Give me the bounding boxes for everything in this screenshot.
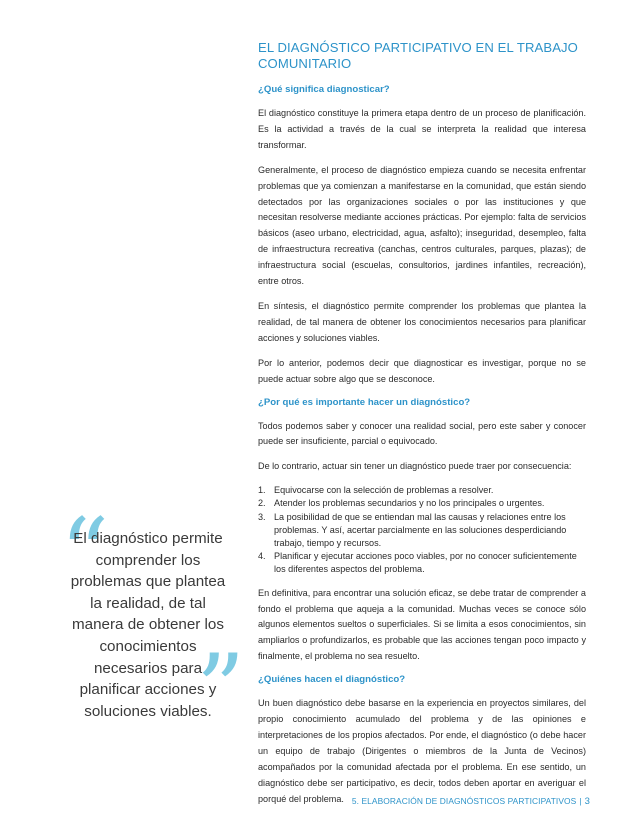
chapter-label: 5. ELABORACIÓN DE DIAGNÓSTICOS PARTICIPATIVOS <box>351 796 577 806</box>
list-item <box>258 497 586 510</box>
paragraph: En definitiva, para encontrar una solución eficaz, se debe tratar de comprender a fondo el problema que aqueja a la comunidad. Muchas veces se conoce sólo algunos elementos sueltos o superficiales. Si se limita a esos conocimientos, sin ampliarlos o profundizarlos, es probable que las acciones tengan poco impacto y finalmente, el problema no sea resuelto. <box>258 587 586 662</box>
list-number: 1. <box>258 485 266 496</box>
list-item <box>258 511 586 551</box>
list-number: 2. <box>258 498 266 509</box>
list-item-text: La posibilidad de que se entiendan mal las causas y relaciones entre los problemas. Y así, acertar parcialmente en las soluciones desperdiciando trabajo, tiempo y recursos. <box>274 511 567 549</box>
page-footer <box>352 796 590 807</box>
list-item <box>258 484 586 497</box>
page-number: 3 <box>584 796 590 807</box>
main-column <box>258 40 586 817</box>
close-quote-mark: ” <box>196 634 246 746</box>
list-number: 4. <box>258 551 266 562</box>
paragraph: En síntesis, el diagnóstico permite comprender los problemas que plantea la realidad, de tal manera de obtener los conocimientos necesarios para planificar acciones y soluciones viables. <box>258 300 586 343</box>
footer-separator: | <box>579 796 582 806</box>
pull-quote <box>58 498 246 746</box>
paragraph: Todos podemos saber y conocer una realidad social, pero este saber y conocer puede ser insuficiente, parcial o equivocado. <box>258 420 586 447</box>
paragraph: De lo contrario, actuar sin tener un diagnóstico puede traer por consecuencia: <box>258 461 572 472</box>
section-heading: ¿Quiénes hacen el diagnóstico? <box>258 674 406 686</box>
paragraph: Un buen diagnóstico debe basarse en la experiencia en proyectos similares, del propio conocimiento acumulado del problema y de las opiniones e interpretaciones de los propios afectados. Por ende, el diagnóstico (o debe hacer un equipo de trabajo (Dirigentes o miembros de la Junta de Vecinos) acompañados por la comunidad afectada por el problema. En ese sentido, un diagnóstico debe ser participativo, es decir, todos deben aportar en averiguar el porqué del problema. <box>258 698 586 804</box>
section-heading: ¿Por qué es importante hacer un diagnóstico? <box>258 396 471 408</box>
paragraph: Por lo anterior, podemos decir que diagnosticar es investigar, porque no se puede actuar sobre algo que se desconoce. <box>258 357 586 384</box>
open-quote-mark: “ <box>60 498 110 610</box>
list-item-text: Equivocarse con la selección de problemas a resolver. <box>274 485 494 496</box>
list-item-text: Planificar y ejecutar acciones poco viables, por no conocer suficientemente los diferentes aspectos del problema. <box>274 551 577 575</box>
list-number: 3. <box>258 511 266 522</box>
section-heading: ¿Qué significa diagnosticar? <box>258 84 390 95</box>
pull-quote-text: El diagnóstico permite comprender los problemas que plantea la realidad, de tal manera de obtener los conocimientos necesarios para planificar acciones y soluciones viables. <box>70 530 226 720</box>
section-what-is-diagnosis <box>258 84 586 388</box>
paragraph: Generalmente, el proceso de diagnóstico empieza cuando se necesita enfrentar problemas que ya comienzan a manifestarse en la comunidad, que están siendo detectados por las organizaciones sociales o por las instituciones y que necesitan resolverse mediante acciones prácticas. Por ejemplo: falta de servicios básicos (aseo urbano, electricidad, agua, asfalto); inseguridad, desempleo, falta de infraestructura recreativa (canchas, centros culturales, parques, plazas); de infraestructura social (escuelas, consultorios, jardines infantiles, recreación), entre otros. <box>258 164 586 287</box>
list-item-text: Atender los problemas secundarios y no los principales o urgentes. <box>274 498 545 509</box>
section-why-important <box>258 397 586 666</box>
list-item <box>258 550 586 576</box>
page-title: EL DIAGNÓSTICO PARTICIPATIVO EN EL TRABAJO COMUNITARIO <box>258 40 578 71</box>
consequences-list <box>258 484 586 576</box>
paragraph: El diagnóstico constituye la primera etapa dentro de un proceso de planificación. Es la actividad a través de la cual se interpreta la realidad que interesa transformar. <box>258 108 586 150</box>
section-who-does-diagnosis <box>258 674 586 807</box>
